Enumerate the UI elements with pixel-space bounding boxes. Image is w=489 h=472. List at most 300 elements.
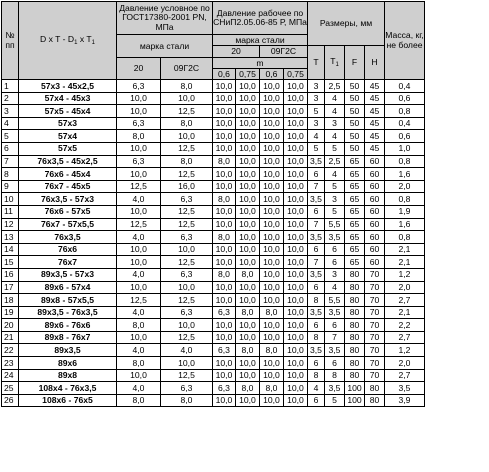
pn-20-cell: 6,3 (117, 117, 161, 130)
pn-20-cell: 4,0 (117, 306, 161, 319)
mass-cell: 3,9 (385, 394, 425, 407)
dim-t1-cell: 3,5 (325, 231, 345, 244)
header-m-value: 0,6 (260, 69, 284, 79)
dim-f-cell: 100 (345, 394, 365, 407)
dim-t1-cell: 6 (325, 357, 345, 370)
p-09g2s-m075-cell: 10,0 (283, 130, 307, 143)
dim-h-cell: 60 (365, 180, 385, 193)
dim-t1-cell: 5,5 (325, 294, 345, 307)
size-cell: 89x6 (19, 357, 117, 370)
pn-09g2s-cell: 12,5 (161, 256, 213, 269)
table-row (2, 344, 425, 357)
p-09g2s-m06-cell: 10,0 (259, 130, 283, 143)
p-20-m075-cell: 10,0 (235, 256, 259, 269)
header-mass: Масса, кг, не более (385, 2, 425, 80)
table-row (2, 130, 425, 143)
dim-f-cell: 65 (345, 180, 365, 193)
pn-09g2s-cell: 12,5 (161, 218, 213, 231)
pn-09g2s-cell: 4,0 (161, 344, 213, 357)
p-20-m06-cell: 10,0 (213, 331, 236, 344)
dim-h-cell: 60 (365, 231, 385, 244)
dim-t-cell: 6 (308, 205, 325, 218)
dim-t1-cell: 5 (325, 142, 345, 155)
dim-h-cell: 60 (365, 243, 385, 256)
size-cell: 76x7 - 57x5,5 (19, 218, 117, 231)
p-20-m075-cell: 10,0 (235, 130, 259, 143)
header-no: № пп (2, 2, 19, 80)
size-cell: 57x5 (19, 142, 117, 155)
p-20-m075-cell: 10,0 (235, 394, 259, 407)
dim-t1-cell: 3,5 (325, 306, 345, 319)
size-cell: 76x7 - 45x5 (19, 180, 117, 193)
row-number: 3 (2, 105, 19, 118)
header-dim-t1: $T_1$ (325, 46, 345, 80)
dim-h-cell: 60 (365, 218, 385, 231)
p-09g2s-m06-cell: 10,0 (259, 319, 283, 332)
row-number: 18 (2, 294, 19, 307)
header-m: m (213, 58, 307, 69)
p-09g2s-m06-cell: 8,0 (259, 306, 283, 319)
mass-cell: 0,8 (385, 155, 425, 168)
dim-t1-cell: 3,5 (325, 344, 345, 357)
p-09g2s-m075-cell: 10,0 (283, 231, 307, 244)
header-m-value: 0,75 (236, 69, 260, 79)
size-cell: 89x3,5 (19, 344, 117, 357)
dim-f-cell: 65 (345, 168, 365, 181)
p-09g2s-m06-cell: 8,0 (259, 344, 283, 357)
header-dims-group: Размеры, мм (308, 2, 385, 46)
pn-09g2s-cell: 10,0 (161, 319, 213, 332)
header-p-20: 20 (213, 46, 260, 58)
p-09g2s-m075-cell: 10,0 (283, 155, 307, 168)
table-row (2, 243, 425, 256)
pn-09g2s-cell: 12,5 (161, 168, 213, 181)
p-20-m06-cell: 10,0 (213, 130, 236, 143)
size-cell: 57x5 - 45x4 (19, 105, 117, 118)
mass-cell: 0,4 (385, 80, 425, 93)
header-m-value: 0,75 (287, 69, 304, 79)
dim-f-cell: 65 (345, 193, 365, 206)
header-pn-20: 20 (117, 58, 161, 80)
table-row (2, 155, 425, 168)
p-20-m075-cell: 10,0 (235, 281, 259, 294)
dim-h-cell: 60 (365, 168, 385, 181)
p-09g2s-m075-cell: 10,0 (283, 256, 307, 269)
dim-f-cell: 50 (345, 80, 365, 93)
dim-h-cell: 60 (365, 256, 385, 269)
p-20-m075-cell: 8,0 (235, 344, 259, 357)
pn-20-cell: 10,0 (117, 369, 161, 382)
table-row (2, 306, 425, 319)
p-09g2s-m06-cell: 10,0 (259, 80, 283, 93)
p-09g2s-m075-cell: 10,0 (283, 357, 307, 370)
dim-h-cell: 45 (365, 80, 385, 93)
table-row (2, 281, 425, 294)
mass-cell: 2,1 (385, 306, 425, 319)
table-row (2, 205, 425, 218)
dim-t1-cell: 3 (325, 117, 345, 130)
p-09g2s-m06-cell: 10,0 (259, 142, 283, 155)
dim-f-cell: 80 (345, 306, 365, 319)
row-number: 19 (2, 306, 19, 319)
table-row (2, 105, 425, 118)
p-20-m075-cell: 10,0 (235, 117, 259, 130)
row-number: 11 (2, 205, 19, 218)
size-cell: 89x8 - 76x7 (19, 331, 117, 344)
dim-t-cell: 3,5 (308, 231, 325, 244)
p-09g2s-m06-cell: 10,0 (259, 357, 283, 370)
table-row (2, 92, 425, 105)
dim-t-cell: 6 (308, 243, 325, 256)
p-20-m075-cell: 10,0 (235, 180, 259, 193)
p-09g2s-m075-cell: 10,0 (283, 382, 307, 395)
dim-f-cell: 80 (345, 294, 365, 307)
mass-cell: 1,0 (385, 142, 425, 155)
dim-t-cell: 7 (308, 256, 325, 269)
p-20-m06-cell: 10,0 (213, 117, 236, 130)
pn-09g2s-cell: 8,0 (161, 394, 213, 407)
pn-20-cell: 8,0 (117, 319, 161, 332)
p-09g2s-m06-cell: 10,0 (259, 155, 283, 168)
pn-20-cell: 8,0 (117, 394, 161, 407)
p-20-m075-cell: 10,0 (235, 155, 259, 168)
table-row (2, 80, 425, 93)
mass-cell: 1,6 (385, 218, 425, 231)
pn-20-cell: 12,5 (117, 218, 161, 231)
pn-09g2s-cell: 8,0 (161, 155, 213, 168)
header-pn-09g2s: 09Г2С (161, 58, 213, 80)
dim-h-cell: 70 (365, 344, 385, 357)
mass-cell: 1,9 (385, 205, 425, 218)
row-number: 12 (2, 218, 19, 231)
p-20-m075-cell: 8,0 (235, 268, 259, 281)
p-09g2s-m06-cell: 10,0 (259, 231, 283, 244)
p-20-m06-cell: 10,0 (213, 205, 236, 218)
dim-t1-cell: 4 (325, 92, 345, 105)
dim-t1-cell: 3 (325, 193, 345, 206)
dim-t1-cell: 4 (325, 281, 345, 294)
p-09g2s-m075-cell: 10,0 (283, 243, 307, 256)
p-09g2s-m06-cell: 10,0 (259, 281, 283, 294)
pn-20-cell: 8,0 (117, 130, 161, 143)
p-09g2s-m075-cell: 10,0 (283, 306, 307, 319)
p-09g2s-m06-cell: 10,0 (259, 218, 283, 231)
dim-f-cell: 80 (345, 319, 365, 332)
dim-t-cell: 8 (308, 294, 325, 307)
dim-t-cell: 6 (308, 168, 325, 181)
p-20-m06-cell: 10,0 (213, 319, 236, 332)
dim-f-cell: 80 (345, 268, 365, 281)
pn-20-cell: 4,0 (117, 344, 161, 357)
p-09g2s-m06-cell: 10,0 (259, 369, 283, 382)
dim-h-cell: 60 (365, 205, 385, 218)
row-number: 6 (2, 142, 19, 155)
p-09g2s-m06-cell: 10,0 (259, 256, 283, 269)
table-row (2, 319, 425, 332)
p-20-m075-cell: 10,0 (235, 218, 259, 231)
pn-20-cell: 10,0 (117, 168, 161, 181)
dim-f-cell: 65 (345, 231, 365, 244)
dim-h-cell: 60 (365, 155, 385, 168)
table-row (2, 231, 425, 244)
p-20-m06-cell: 10,0 (213, 142, 236, 155)
dim-t-cell: 3,5 (308, 193, 325, 206)
p-20-m06-cell: 10,0 (213, 357, 236, 370)
p-09g2s-m06-cell: 10,0 (259, 168, 283, 181)
p-09g2s-m06-cell: 10,0 (259, 268, 283, 281)
row-number: 15 (2, 256, 19, 269)
table-row (2, 117, 425, 130)
pn-09g2s-cell: 6,3 (161, 231, 213, 244)
p-20-m075-cell: 10,0 (235, 205, 259, 218)
dim-t1-cell: 5 (325, 180, 345, 193)
p-09g2s-m075-cell: 10,0 (283, 205, 307, 218)
p-09g2s-m06-cell: 10,0 (259, 243, 283, 256)
pn-20-cell: 10,0 (117, 205, 161, 218)
header-pn-steel: марка стали (117, 35, 213, 58)
size-cell: 76x7 (19, 256, 117, 269)
dim-h-cell: 70 (365, 268, 385, 281)
p-20-m075-cell: 10,0 (235, 243, 259, 256)
p-09g2s-m06-cell: 10,0 (259, 180, 283, 193)
p-20-m075-cell: 10,0 (235, 319, 259, 332)
pn-20-cell: 4,0 (117, 231, 161, 244)
dim-t1-cell: 6 (325, 243, 345, 256)
mass-cell: 0,8 (385, 105, 425, 118)
dim-h-cell: 70 (365, 357, 385, 370)
p-20-m06-cell: 10,0 (213, 180, 236, 193)
row-number: 25 (2, 382, 19, 395)
pn-09g2s-cell: 12,5 (161, 105, 213, 118)
p-20-m075-cell: 8,0 (235, 306, 259, 319)
dim-t-cell: 4 (308, 382, 325, 395)
table-row (2, 294, 425, 307)
pn-09g2s-cell: 8,0 (161, 117, 213, 130)
dim-t-cell: 6 (308, 394, 325, 407)
table-header (2, 2, 425, 80)
header-pn-group: Давление условное по ГОСТ17380-2001 PN, МПа (117, 2, 213, 35)
size-cell: 76x6 - 57x5 (19, 205, 117, 218)
dim-h-cell: 70 (365, 306, 385, 319)
p-20-m06-cell: 10,0 (213, 218, 236, 231)
pn-20-cell: 10,0 (117, 243, 161, 256)
dim-t1-cell: 3 (325, 268, 345, 281)
dim-t1-cell: 7 (325, 331, 345, 344)
p-20-m075-cell: 10,0 (235, 80, 259, 93)
p-09g2s-m06-cell: 8,0 (259, 382, 283, 395)
size-cell: 89x8 - 57x5,5 (19, 294, 117, 307)
dim-t-cell: 8 (308, 331, 325, 344)
dim-t1-cell: 5,5 (325, 218, 345, 231)
dim-f-cell: 80 (345, 357, 365, 370)
pn-20-cell: 4,0 (117, 382, 161, 395)
dim-t-cell: 3,5 (308, 155, 325, 168)
row-number: 4 (2, 117, 19, 130)
p-09g2s-m075-cell: 10,0 (283, 80, 307, 93)
size-cell: 89x8 (19, 369, 117, 382)
dim-h-cell: 80 (365, 394, 385, 407)
row-number: 10 (2, 193, 19, 206)
table-row (2, 256, 425, 269)
dim-f-cell: 50 (345, 142, 365, 155)
header-m-cell (213, 58, 308, 80)
p-20-m06-cell: 10,0 (213, 369, 236, 382)
table-row (2, 142, 425, 155)
dim-f-cell: 65 (345, 243, 365, 256)
pn-20-cell: 10,0 (117, 281, 161, 294)
dim-t-cell: 3,5 (308, 306, 325, 319)
size-cell: 108x6 - 76x5 (19, 394, 117, 407)
p-09g2s-m075-cell: 10,0 (283, 281, 307, 294)
pn-09g2s-cell: 10,0 (161, 130, 213, 143)
dim-t1-cell: 2,5 (325, 80, 345, 93)
dim-f-cell: 80 (345, 281, 365, 294)
p-20-m075-cell: 10,0 (235, 294, 259, 307)
mass-cell: 2,1 (385, 256, 425, 269)
p-09g2s-m075-cell: 10,0 (283, 117, 307, 130)
row-number: 2 (2, 92, 19, 105)
dim-t1-cell: 2,5 (325, 155, 345, 168)
mass-cell: 2,2 (385, 319, 425, 332)
p-20-m075-cell: 10,0 (235, 168, 259, 181)
p-20-m06-cell: 10,0 (213, 92, 236, 105)
header-size: D x T - $D_1$ x $T_1$ (19, 2, 117, 80)
p-09g2s-m06-cell: 10,0 (259, 294, 283, 307)
mass-cell: 0,6 (385, 92, 425, 105)
pn-09g2s-cell: 6,3 (161, 382, 213, 395)
p-20-m075-cell: 10,0 (235, 369, 259, 382)
pn-09g2s-cell: 10,0 (161, 281, 213, 294)
table-row (2, 268, 425, 281)
mass-cell: 0,8 (385, 193, 425, 206)
p-09g2s-m06-cell: 10,0 (259, 92, 283, 105)
row-number: 13 (2, 231, 19, 244)
dim-t-cell: 4 (308, 130, 325, 143)
pn-20-cell: 12,5 (117, 294, 161, 307)
size-cell: 57x3 - 45x2,5 (19, 80, 117, 93)
row-number: 9 (2, 180, 19, 193)
size-cell: 89x6 - 57x4 (19, 281, 117, 294)
dim-f-cell: 50 (345, 105, 365, 118)
row-number: 8 (2, 168, 19, 181)
pn-09g2s-cell: 6,3 (161, 306, 213, 319)
p-09g2s-m075-cell: 10,0 (283, 105, 307, 118)
dim-t-cell: 3 (308, 80, 325, 93)
row-number: 5 (2, 130, 19, 143)
pn-09g2s-cell: 10,0 (161, 92, 213, 105)
p-20-m075-cell: 10,0 (235, 193, 259, 206)
pn-09g2s-cell: 10,0 (161, 357, 213, 370)
dim-t-cell: 6 (308, 357, 325, 370)
p-20-m075-cell: 10,0 (235, 331, 259, 344)
header-dim-f: F (345, 46, 365, 80)
dim-f-cell: 50 (345, 130, 365, 143)
pn-20-cell: 6,3 (117, 155, 161, 168)
header-p-09g2s: 09Г2С (259, 46, 307, 58)
dim-h-cell: 70 (365, 281, 385, 294)
row-number: 7 (2, 155, 19, 168)
row-number: 23 (2, 357, 19, 370)
p-09g2s-m075-cell: 10,0 (283, 331, 307, 344)
row-number: 1 (2, 80, 19, 93)
p-20-m075-cell: 8,0 (235, 382, 259, 395)
dim-f-cell: 80 (345, 369, 365, 382)
pn-20-cell: 4,0 (117, 268, 161, 281)
p-09g2s-m075-cell: 10,0 (283, 369, 307, 382)
mass-cell: 0,6 (385, 130, 425, 143)
mass-cell: 3,5 (385, 382, 425, 395)
row-number: 22 (2, 344, 19, 357)
header-p-steel: марка стали (213, 35, 308, 46)
pn-09g2s-cell: 12,5 (161, 369, 213, 382)
dim-t-cell: 6 (308, 319, 325, 332)
size-cell: 76x6 (19, 243, 117, 256)
p-09g2s-m06-cell: 10,0 (259, 205, 283, 218)
table-row (2, 357, 425, 370)
p-20-m06-cell: 8,0 (213, 155, 236, 168)
p-20-m06-cell: 6,3 (213, 344, 236, 357)
p-20-m075-cell: 10,0 (235, 357, 259, 370)
size-cell: 57x3 (19, 117, 117, 130)
p-20-m06-cell: 10,0 (213, 243, 236, 256)
mass-cell: 1,2 (385, 268, 425, 281)
dim-t1-cell: 4 (325, 130, 345, 143)
dim-t1-cell: 5 (325, 394, 345, 407)
dim-t1-cell: 6 (325, 319, 345, 332)
dim-h-cell: 70 (365, 294, 385, 307)
dim-t-cell: 8 (308, 369, 325, 382)
row-number: 14 (2, 243, 19, 256)
p-09g2s-m075-cell: 10,0 (283, 92, 307, 105)
pn-20-cell: 10,0 (117, 256, 161, 269)
p-20-m06-cell: 8,0 (213, 231, 236, 244)
dim-t-cell: 7 (308, 218, 325, 231)
table-row (2, 331, 425, 344)
size-cell: 76x3,5 - 57x3 (19, 193, 117, 206)
pn-09g2s-cell: 12,5 (161, 205, 213, 218)
dim-t1-cell: 4 (325, 105, 345, 118)
mass-cell: 2,7 (385, 294, 425, 307)
dim-f-cell: 65 (345, 155, 365, 168)
mass-cell: 2,7 (385, 369, 425, 382)
pn-09g2s-cell: 10,0 (161, 243, 213, 256)
row-number: 24 (2, 369, 19, 382)
p-20-m06-cell: 10,0 (213, 394, 236, 407)
dim-h-cell: 45 (365, 117, 385, 130)
size-cell: 57x4 (19, 130, 117, 143)
dim-t1-cell: 5 (325, 205, 345, 218)
size-cell: 57x4 - 45x3 (19, 92, 117, 105)
pn-09g2s-cell: 6,3 (161, 268, 213, 281)
pn-20-cell: 6,3 (117, 80, 161, 93)
p-20-m06-cell: 10,0 (213, 168, 236, 181)
dim-t-cell: 3,5 (308, 268, 325, 281)
p-20-m06-cell: 10,0 (213, 256, 236, 269)
p-09g2s-m075-cell: 10,0 (283, 394, 307, 407)
size-cell: 89x3,5 - 57x3 (19, 268, 117, 281)
mass-cell: 0,4 (385, 117, 425, 130)
pipe-reducer-table (1, 1, 425, 407)
p-09g2s-m075-cell: 10,0 (283, 294, 307, 307)
p-20-m06-cell: 10,0 (213, 281, 236, 294)
p-09g2s-m06-cell: 10,0 (259, 394, 283, 407)
mass-cell: 2,1 (385, 243, 425, 256)
p-20-m075-cell: 10,0 (235, 142, 259, 155)
p-20-m06-cell: 6,3 (213, 306, 236, 319)
pn-20-cell: 4,0 (117, 193, 161, 206)
dim-h-cell: 45 (365, 105, 385, 118)
pn-20-cell: 12,5 (117, 180, 161, 193)
